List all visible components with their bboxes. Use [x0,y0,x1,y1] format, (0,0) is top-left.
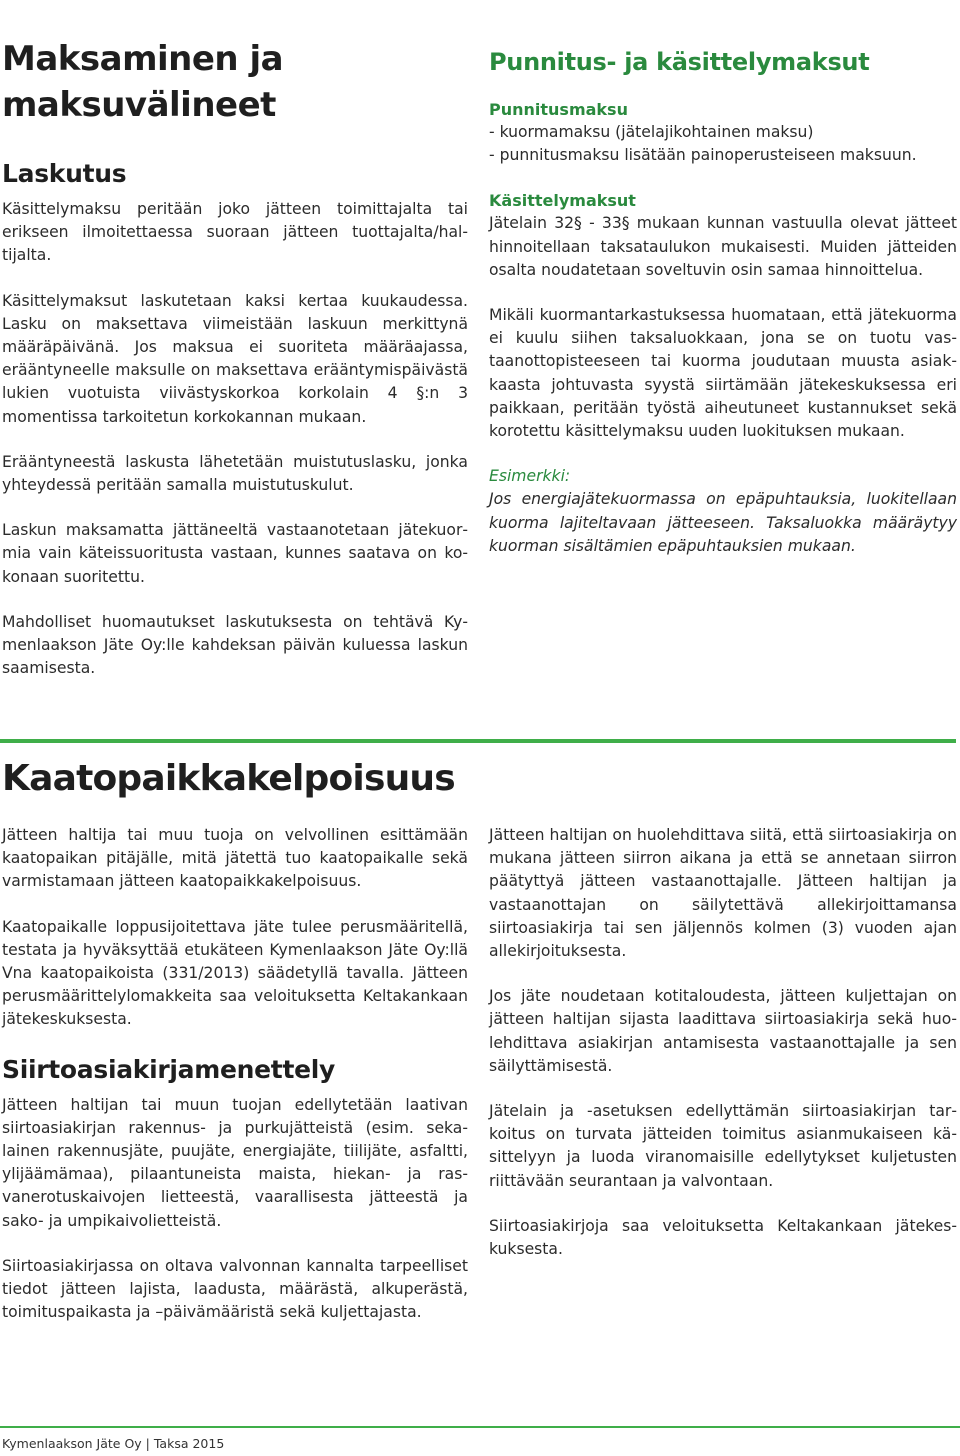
example-label: Esimerkki: [489,467,571,486]
laskutus-heading: Laskutus [2,159,127,188]
section-siirto-right [489,824,957,1283]
footer-text: Kymenlaakson Jäte Oy | Taksa 2015 [2,1436,225,1451]
laskutus-paragraph-2: Käsittelymaksut laskutetaan kaksi kertaa kuukaudessa. Lasku on maksettava viimeistään laskuun merkittynä määräpäivänä. Jos maksua ei suoriteta määräajassa, erääntyneelle maksulle on maksettava erääntymispäivästä lukien vuotuista viivästyskorkoa korkolain 4 §:n 3 momentissa tarkoitetun korkokannan mukaan. [2,291,468,426]
siirto-right-paragraph-1: Jätteen haltijan on huolehdittava siitä, että siirtoasiakirja on mukana jätteen siirron aikana ja että se annetaan siirron päätyttyä jätteen vastaanottajalle. Jätteen haltijan ja vastaanottajan on säilytettävä allekirjoittamansa siirtoasiakirja tai sen jäljennös kolmen (3) vuoden ajan allekirjoituksesta. [489,826,957,961]
page-footer [0,1426,960,1456]
laskutus-paragraph-1: Käsittelymaksu peritään joko jätteen toimittajalta tai erikseen ilmoitettaessa suoraan jätteen tuottajalta/haltijalta. [2,200,468,265]
kasittelymaksut-heading: Käsittelymaksut [489,191,636,211]
footer-line [0,1426,960,1428]
siirto-paragraph-1: Jätteen haltijan tai muun tuojan edellytetään laativan siirtoasiakirjan rakennus- ja purkujätteistä (esim. sekalainen rakennusjäte, puujäte, energiajäte, tiilijäte, asfaltti, ylijäämämaa), pilaantuneista maista, hiekan- ja rasvanerotuskaivojen lietteestä, vaarallisesta jätteestä ja sako- ja umpikaivolietteistä. [2,1095,468,1230]
laskutus-paragraph-5: Mahdolliset huomautukset laskutuksesta on tehtävä Kymenlaakson Jäte Oy:lle kahdeksan päivän kuluessa laskun saamisesta. [2,612,468,678]
kaatopaikkakelpoisuus-heading: Kaatopaikkakelpoisuus [2,758,455,799]
siirto-right-paragraph-4: Siirtoasiakirjoja saa veloituksetta Keltakankaan jätekeskuksesta. [489,1216,957,1259]
kasittelymaksut-paragraph: Jätelain 32§ - 33§ mukaan kunnan vastuulla olevat jätteet hinnoitellaan taksataulukon mukaisesti. Muiden jätteiden osalta noudatetaan soveltuvin osin samaa hinnoittelua. [489,214,957,279]
punnitus-main-heading: Punnitus- ja käsittelymaksut [489,48,870,76]
kaato-paragraph-2: Kaatopaikalle loppusijoitettava jäte tulee perusmääritellä, testata ja hyväksyttää etukäteen Kymenlaakson Jäte Oy:llä Vna kaatopaikoista (331/2013) säädetyllä tavalla. Jätteen perusmäärittelylomakkeita saa veloituksetta Keltakankaan jätekeskuksesta. [2,917,468,1029]
title-line-2: maksuvälineet [2,85,276,125]
siirto-right-paragraph-3: Jätelain ja -asetuksen edellyttämän siirtoasiakirjan tarkoitus on turvata jätteiden toimitus asianmukaiseen käsittelyyn ja luoda viranomaisille edellytykset kuljetusten riittävään seurantaan ja valvontaan. [489,1102,957,1190]
example-text: Jos energiajätekuormassa on epäpuhtauksia, luokitellaan kuorma lajiteltavaan jätteeseen. Taksaluokka määräytyy kuorman sisältämien epäpuhtauksien mukaan. [489,490,957,555]
siirto-paragraph-2: Siirtoasiakirjassa on oltava valvonnan kannalta tarpeelliset tiedot jätteen lajista, laadusta, määrästä, alkuperästä, toimituspaikasta ja –päivämääristä sekä kuljettajasta. [2,1256,468,1322]
title-line-1: Maksaminen ja [2,39,284,79]
punnitus-line-1: - kuormamaksu (jätelajikohtainen maksu) [489,123,814,141]
section-kaatopaikka [2,824,468,1346]
laskutus-paragraph-4: Laskun maksamatta jättäneeltä vastaanotetaan jätekuormia vain käteissuoritusta vastaan, kunnes saatava on kokonaan suoritettu. [2,521,468,586]
kaato-paragraph-1: Jätteen haltija tai muu tuoja on velvollinen esittämään kaatopaikan pitäjälle, mitä jätettä tuo kaatopaikalle sekä varmistamaan jätteen kaatopaikkakelpoisuus. [2,826,468,891]
section-maksaminen [2,36,468,702]
punnitusmaksu-heading: Punnitusmaksu [489,100,628,119]
mikali-paragraph: Mikäli kuormantarkastuksessa huomataan, että jätekuorma ei kuulu siihen taksaluokkaan, jona se on tuotu vastaanottopisteeseen tai kuorma joudutaan muusta asiakkaasta johtuvasta syystä siirtämään jätekeskuksessa eri paikkaan, peritään työstä aiheutuneet kustannukset sekä korotettu käsittelymaksu uuden luokituksen mukaan. [489,306,957,441]
punnitus-line-2: - punnitusmaksu lisätään painoperusteiseen maksuun. [489,146,917,165]
laskutus-paragraph-3: Erääntyneestä laskusta lähetetään muistutuslasku, jonka yhteydessä peritään samalla muistutuskulut. [2,452,468,495]
section-punnitus [489,46,957,580]
section-divider [0,739,956,743]
siirtoasiakirja-heading: Siirtoasiakirjamenettely [2,1054,336,1084]
siirto-right-paragraph-2: Jos jäte noudetaan kotitaloudesta, jätteen kuljettajan on jätteen haltijan sijasta laadittava siirtoasiakirja sekä huolehdittava asiakirjan antamisesta vastaanottajalle ja sen säilyttämisestä. [489,987,957,1075]
